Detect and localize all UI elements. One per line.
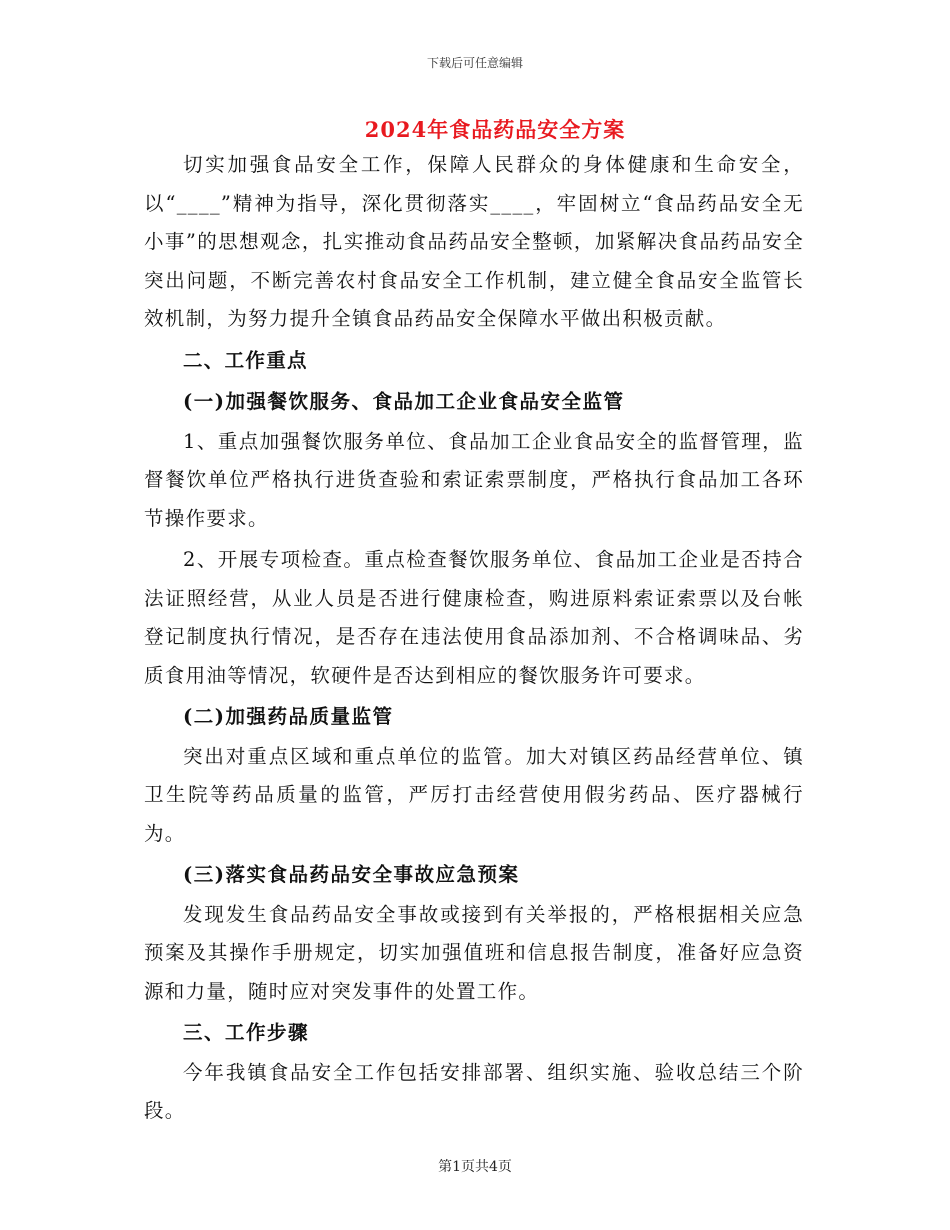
item-paragraph-2: 2、开展专项检查。重点检查餐饮服务单位、食品加工企业是否持合法证照经营，从业人员是否进行健康检查，购进原料索证索票以及台帐登记制度执行情况，是否存在违法使用食品添加剂、不合格调味品、劣质食用油等情况，软硬件是否达到相应的餐饮服务许可要求。 (144, 548, 804, 687)
document-title: 2024年食品药品安全方案 (364, 117, 626, 142)
subsection-heading-emergency-plan: (三)落实食品药品安全事故应急预案 (183, 863, 520, 886)
document-body (144, 146, 804, 1134)
section-heading-work-steps: 三、工作步骤 (183, 1021, 310, 1044)
section-heading-work-focus: 二、工作重点 (183, 348, 308, 372)
page-footer: 第1页共4页 (438, 1159, 512, 1175)
item-paragraph-1: 1、重点加强餐饮服务单位、食品加工企业食品安全的监督管理，监督餐饮单位严格执行进货查验和索证索票制度，严格执行食品加工各环节操作要求。 (144, 429, 804, 530)
subsection-heading-drug-quality: (二)加强药品质量监管 (183, 705, 394, 728)
drug-quality-paragraph: 突出对重点区域和重点单位的监管。加大对镇区药品经营单位、镇卫生院等药品质量的监管，严厉打击经营使用假劣药品、医疗器械行为。 (144, 744, 804, 845)
emergency-plan-paragraph: 发现发生食品药品安全事故或接到有关举报的，严格根据相关应急预案及其操作手册规定，切实加强值班和信息报告制度，准备好应急资源和力量，随时应对突发事件的处置工作。 (144, 902, 804, 1003)
header-note: 下载后可任意编辑 (426, 56, 523, 70)
work-steps-paragraph: 今年我镇食品安全工作包括安排部署、组织实施、验收总结三个阶段。 (144, 1060, 804, 1122)
intro-paragraph: 切实加强食品安全工作，保障人民群众的身体健康和生命安全，以“____”精神为指导，深化贯彻落实____，牢固树立“食品药品安全无小事”的思想观念，扎实推动食品药品安全整顿，加紧解决食品药品安全突出问题，不断完善农村食品安全工作机制，建立健全食品安全监管长效机制，为努力提升全镇食品药品安全保障水平做出积极贡献。 (144, 153, 804, 330)
subsection-heading-catering: (一)加强餐饮服务、食品加工企业食品安全监管 (183, 390, 625, 413)
